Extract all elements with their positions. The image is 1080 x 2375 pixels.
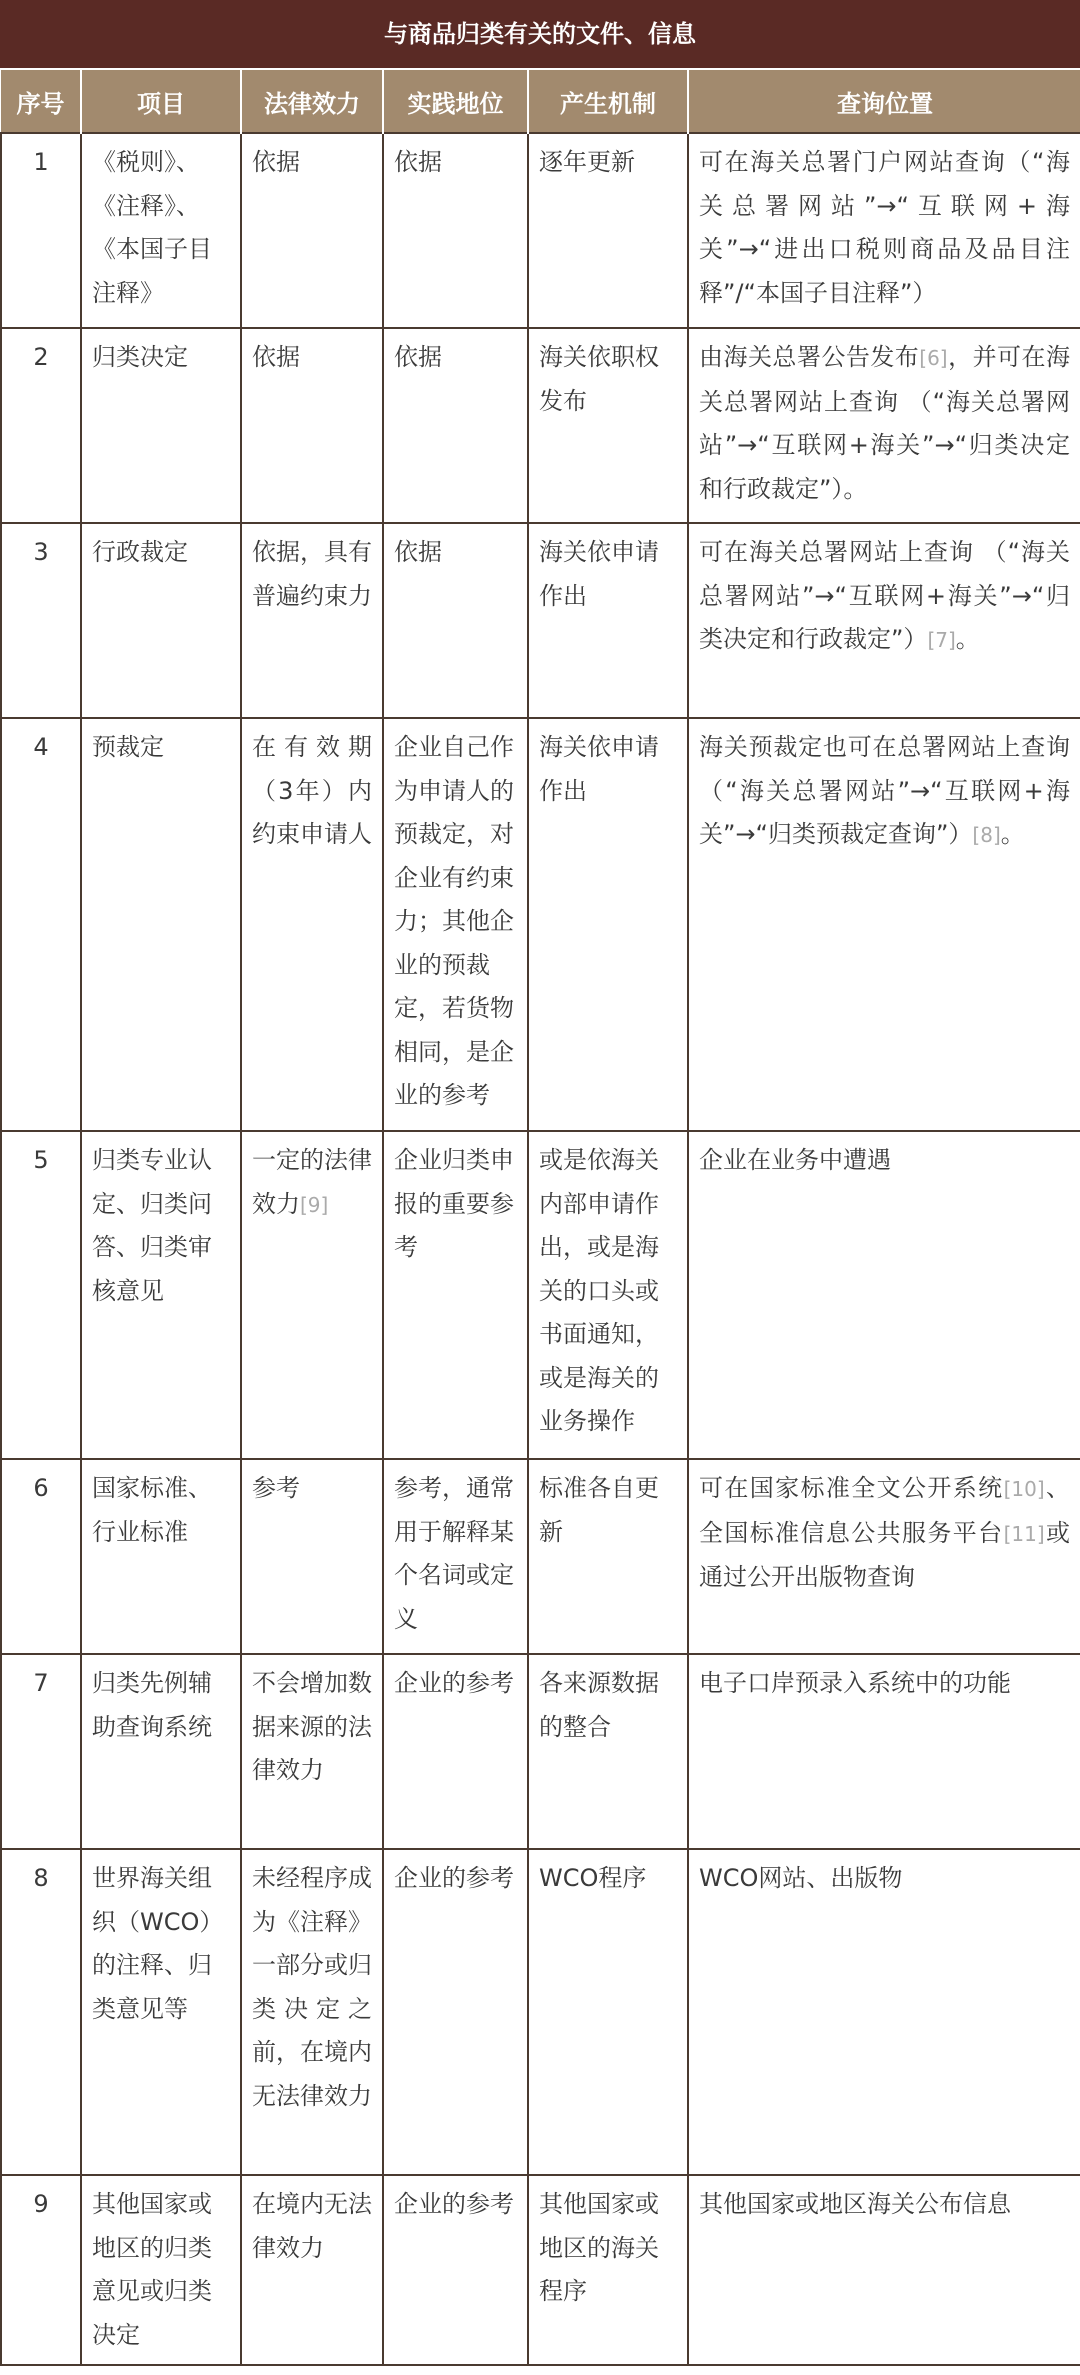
table-row xyxy=(1,328,1080,523)
cell-location: 可在海关总署门户网站查询（“海关总署网站”→“互联网+海关”→“进出口税则商品及品目注释”/“本国子目注释”） xyxy=(688,133,1080,328)
cell-mechanism: 或是依海关内部申请作出，或是海关的口头或书面通知，或是海关的业务操作 xyxy=(528,1131,688,1459)
location-text: 海关预裁定也可在总署网站上查询 （“海关总署网站”→“互联网+海关”→“归类预裁定查询”） xyxy=(699,733,1070,848)
location-text: 可在国家标准全文公开系统 xyxy=(699,1474,1004,1502)
location-text: 可在海关总署网站上查询 （“海关总署网站”→“互联网+海关”→“归类决定和行政裁定”） xyxy=(699,538,1070,653)
cell-status: 依据 xyxy=(383,328,528,523)
footnote-ref[interactable]: [10] xyxy=(1003,1477,1045,1501)
cell-location xyxy=(688,523,1080,718)
table-title: 与商品归类有关的文件、信息 xyxy=(0,0,1080,70)
location-text-after: 。 xyxy=(1000,820,1025,848)
cell-mechanism: 其他国家或地区的海关程序 xyxy=(528,2175,688,2365)
footnote-ref[interactable]: [8] xyxy=(972,823,1001,847)
footnote-ref[interactable]: [11] xyxy=(1003,1521,1045,1546)
footnote-ref[interactable]: [9] xyxy=(300,1192,329,1217)
cell-no: 7 xyxy=(1,1654,81,1849)
cell-mechanism: 逐年更新 xyxy=(528,133,688,328)
location-text-mid: 、全国标准信息公共服务平台 xyxy=(699,1474,1071,1547)
cell-mechanism: 海关依申请作出 xyxy=(528,718,688,1131)
cell-effect: 在有效期（3年）内约束申请人 xyxy=(241,718,383,1131)
cell-no: 3 xyxy=(1,523,81,718)
header-status: 实践地位 xyxy=(383,70,528,133)
table-row xyxy=(1,718,1080,1131)
cell-item: 预裁定 xyxy=(81,718,241,1131)
effect-text: 一定的法律效力 xyxy=(252,1146,372,1218)
cell-no: 9 xyxy=(1,2175,81,2365)
cell-status: 企业的参考 xyxy=(383,1654,528,1849)
table-row xyxy=(1,1849,1080,2175)
cell-location: 企业在业务中遭遇 xyxy=(688,1131,1080,1459)
cell-item: 《税则》、《注释》、《本国子目注释》 xyxy=(81,133,241,328)
footnote-ref[interactable]: [7] xyxy=(927,628,956,652)
cell-location: 电子口岸预录入系统中的功能 xyxy=(688,1654,1080,1849)
location-text: 由海关总署公告发布 xyxy=(699,343,920,371)
header-no: 序号 xyxy=(1,70,81,133)
cell-effect: 依据 xyxy=(241,328,383,523)
header-item: 项目 xyxy=(81,70,241,133)
table-row xyxy=(1,133,1080,328)
cell-mechanism: 海关依申请作出 xyxy=(528,523,688,718)
cell-effect: 参考 xyxy=(241,1459,383,1654)
table-row xyxy=(1,1654,1080,1849)
cell-item: 国家标准、行业标准 xyxy=(81,1459,241,1654)
cell-status: 依据 xyxy=(383,133,528,328)
cell-status: 企业归类申报的重要参考 xyxy=(383,1131,528,1459)
cell-no: 2 xyxy=(1,328,81,523)
cell-no: 6 xyxy=(1,1459,81,1654)
cell-status: 企业自己作为申请人的预裁定，对企业有约束力；其他企业的预裁定，若货物相同，是企业的参考 xyxy=(383,718,528,1131)
table-row xyxy=(1,2175,1080,2365)
location-text-after: 。 xyxy=(955,625,980,653)
table-row xyxy=(1,523,1080,718)
header-location: 查询位置 xyxy=(688,70,1080,133)
cell-location xyxy=(688,328,1080,523)
cell-no: 1 xyxy=(1,133,81,328)
cell-no: 4 xyxy=(1,718,81,1131)
cell-location: 其他国家或地区海关公布信息 xyxy=(688,2175,1080,2365)
cell-item: 归类先例辅助查询系统 xyxy=(81,1654,241,1849)
cell-mechanism: 海关依职权发布 xyxy=(528,328,688,523)
cell-mechanism: 标准各自更新 xyxy=(528,1459,688,1654)
cell-effect xyxy=(241,1131,383,1459)
cell-item: 归类专业认定、归类问答、归类审核意见 xyxy=(81,1131,241,1459)
table-row xyxy=(1,1131,1080,1459)
cell-item: 其他国家或地区的归类意见或归类决定 xyxy=(81,2175,241,2365)
cell-location xyxy=(688,718,1080,1131)
cell-status: 企业的参考 xyxy=(383,1849,528,2175)
location-text-after: ，并可在海关总署网站上查询 （“海关总署网站”→“互联网+海关”→“归类决定和行政裁定”）。 xyxy=(699,343,1071,503)
cell-status: 企业的参考 xyxy=(383,2175,528,2365)
cell-mechanism: WCO程序 xyxy=(528,1849,688,2175)
header-mechanism: 产生机制 xyxy=(528,70,688,133)
cell-status: 参考，通常用于解释某个名词或定义 xyxy=(383,1459,528,1654)
documents-table xyxy=(0,70,1080,2366)
cell-status: 依据 xyxy=(383,523,528,718)
cell-item: 世界海关组织（WCO）的注释、归类意见等 xyxy=(81,1849,241,2175)
cell-location: WCO网站、出版物 xyxy=(688,1849,1080,2175)
cell-item: 行政裁定 xyxy=(81,523,241,718)
cell-effect: 未经程序成为《注释》一部分或归类决定之前，在境内无法律效力 xyxy=(241,1849,383,2175)
location-text-after: 或通过公开出版物查询 xyxy=(699,1518,1071,1591)
cell-effect: 不会增加数据来源的法律效力 xyxy=(241,1654,383,1849)
cell-effect: 在境内无法律效力 xyxy=(241,2175,383,2365)
cell-location xyxy=(688,1459,1080,1654)
cell-effect: 依据 xyxy=(241,133,383,328)
cell-item: 归类决定 xyxy=(81,328,241,523)
footnote-ref[interactable]: [6] xyxy=(919,346,948,370)
cell-mechanism: 各来源数据的整合 xyxy=(528,1654,688,1849)
cell-no: 8 xyxy=(1,1849,81,2175)
table-row xyxy=(1,1459,1080,1654)
cell-effect: 依据，具有普遍约束力 xyxy=(241,523,383,718)
cell-no: 5 xyxy=(1,1131,81,1459)
header-effect: 法律效力 xyxy=(241,70,383,133)
header-row xyxy=(1,70,1080,133)
